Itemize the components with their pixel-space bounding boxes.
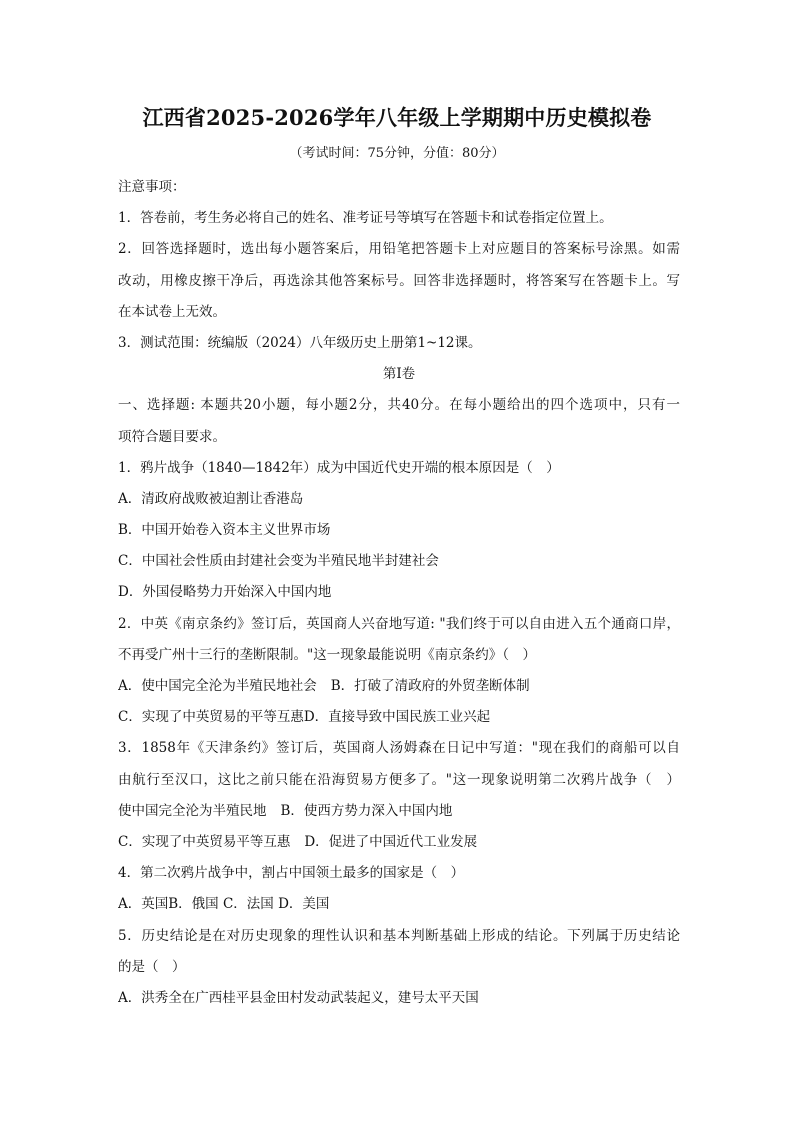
question-3-option-a: 使中国完全沦为半殖民地 (118, 802, 267, 819)
question-1-option-b: B．中国开始卷入资本主义世界市场 (118, 522, 331, 539)
question-3-stem: 3．1858年《天津条约》签订后，英国商人汤姆森在日记中写道："现在我们的商船可以自 (118, 740, 680, 757)
question-4-option-b: B．俄国 (168, 896, 219, 913)
note-item: 在本试卷上无效。 (118, 303, 226, 320)
question-1-option-d: D．外国侵略势力开始深入中国内地 (118, 584, 332, 601)
question-4-option-c: C．法国 (222, 896, 274, 913)
question-2-option-b: B．打破了清政府的外贸垄断体制 (330, 678, 530, 694)
question-1-option-c: C．中国社会性质由封建社会变为半殖民地半封建社会 (118, 553, 439, 570)
question-2-options-ab (118, 671, 680, 702)
question-3-option-c: C．实现了中英贸易平等互惠 (118, 833, 291, 850)
question-3-option-d: D．促进了中国近代工业发展 (304, 833, 478, 850)
question-2-stem: 2．中英《南京条约》签订后，英国商人兴奋地写道: "我们终于可以自由进入五个通商口岸， (118, 615, 680, 632)
question-3-stem-continued: 由航行至汉口，这比之前只能在沿海贸易方便多了。"这一现象说明第二次鸦片战争（ ） (118, 771, 680, 788)
question-4-option-d: D．美国 (278, 896, 330, 913)
question-3-options-ab (118, 796, 680, 827)
question-1-stem: 1．鸦片战争（1840—1842年）成为中国近代史开端的根本原因是（ ） (118, 459, 560, 476)
note-item: 改动，用橡皮擦干净后，再选涂其他答案标号。回答非选择题时，将答案写在答题卡上。写 (118, 272, 680, 289)
note-item: 1．答卷前，考生务必将自己的姓名、准考证号等填写在答题卡和试卷指定位置上。 (118, 210, 613, 227)
question-5-option-a: A．洪秀全在广西桂平县金田村发动武装起义，建号太平天国 (118, 989, 479, 1006)
note-item: 2．回答选择题时，选出每小题答案后，用铅笔把答题卡上对应题目的答案标号涂黑。如需 (118, 241, 680, 258)
section-heading: 一、选择题: 本题共20小题，每小题2分，共40分。在每小题给出的四个选项中，只有一 (118, 397, 680, 414)
question-5-stem: 5．历史结论是在对历史现象的理性认识和基本判断基础上形成的结论。下列属于历史结论 (118, 927, 680, 944)
question-3-option-b: B．使西方势力深入中国内地 (280, 802, 453, 819)
question-4-stem: 4．第二次鸦片战争中，割占中国领土最多的国家是（ ） (118, 865, 465, 882)
question-2-option-a: A．使中国完全沦为半殖民地社会 (118, 678, 317, 694)
section-heading-continued: 项符合题目要求。 (118, 428, 226, 445)
exam-title: 江西省2025-2026学年八年级上学期期中历史模拟卷 (142, 105, 652, 130)
volume-label: 第Ⅰ卷 (382, 366, 416, 383)
question-2-option-d: D．直接导致中国民族工业兴起 (303, 709, 491, 726)
notes-heading: 注意事项： (118, 179, 186, 195)
note-item: 3．测试范围：统编版（2024）八年级历史上册第1~12课。 (118, 334, 482, 351)
question-4-options (118, 889, 680, 920)
exam-subtitle: （考试时间：75分钟，分值：80分） (289, 146, 505, 161)
question-2-options-cd (118, 702, 680, 733)
question-4-option-a: A．英国 (118, 896, 169, 913)
question-2-option-c: C．实现了中英贸易的平等互惠 (118, 709, 304, 726)
question-1-option-a: A．清政府战败被迫割让香港岛 (118, 490, 304, 507)
question-5-stem-continued: 的是（ ） (118, 958, 186, 975)
question-2-stem-continued: 不再受广州十三行的垄断限制。"这一现象最能说明《南京条约》（ ） (118, 646, 536, 663)
question-3-options-cd (118, 827, 680, 858)
exam-content (118, 172, 680, 1014)
